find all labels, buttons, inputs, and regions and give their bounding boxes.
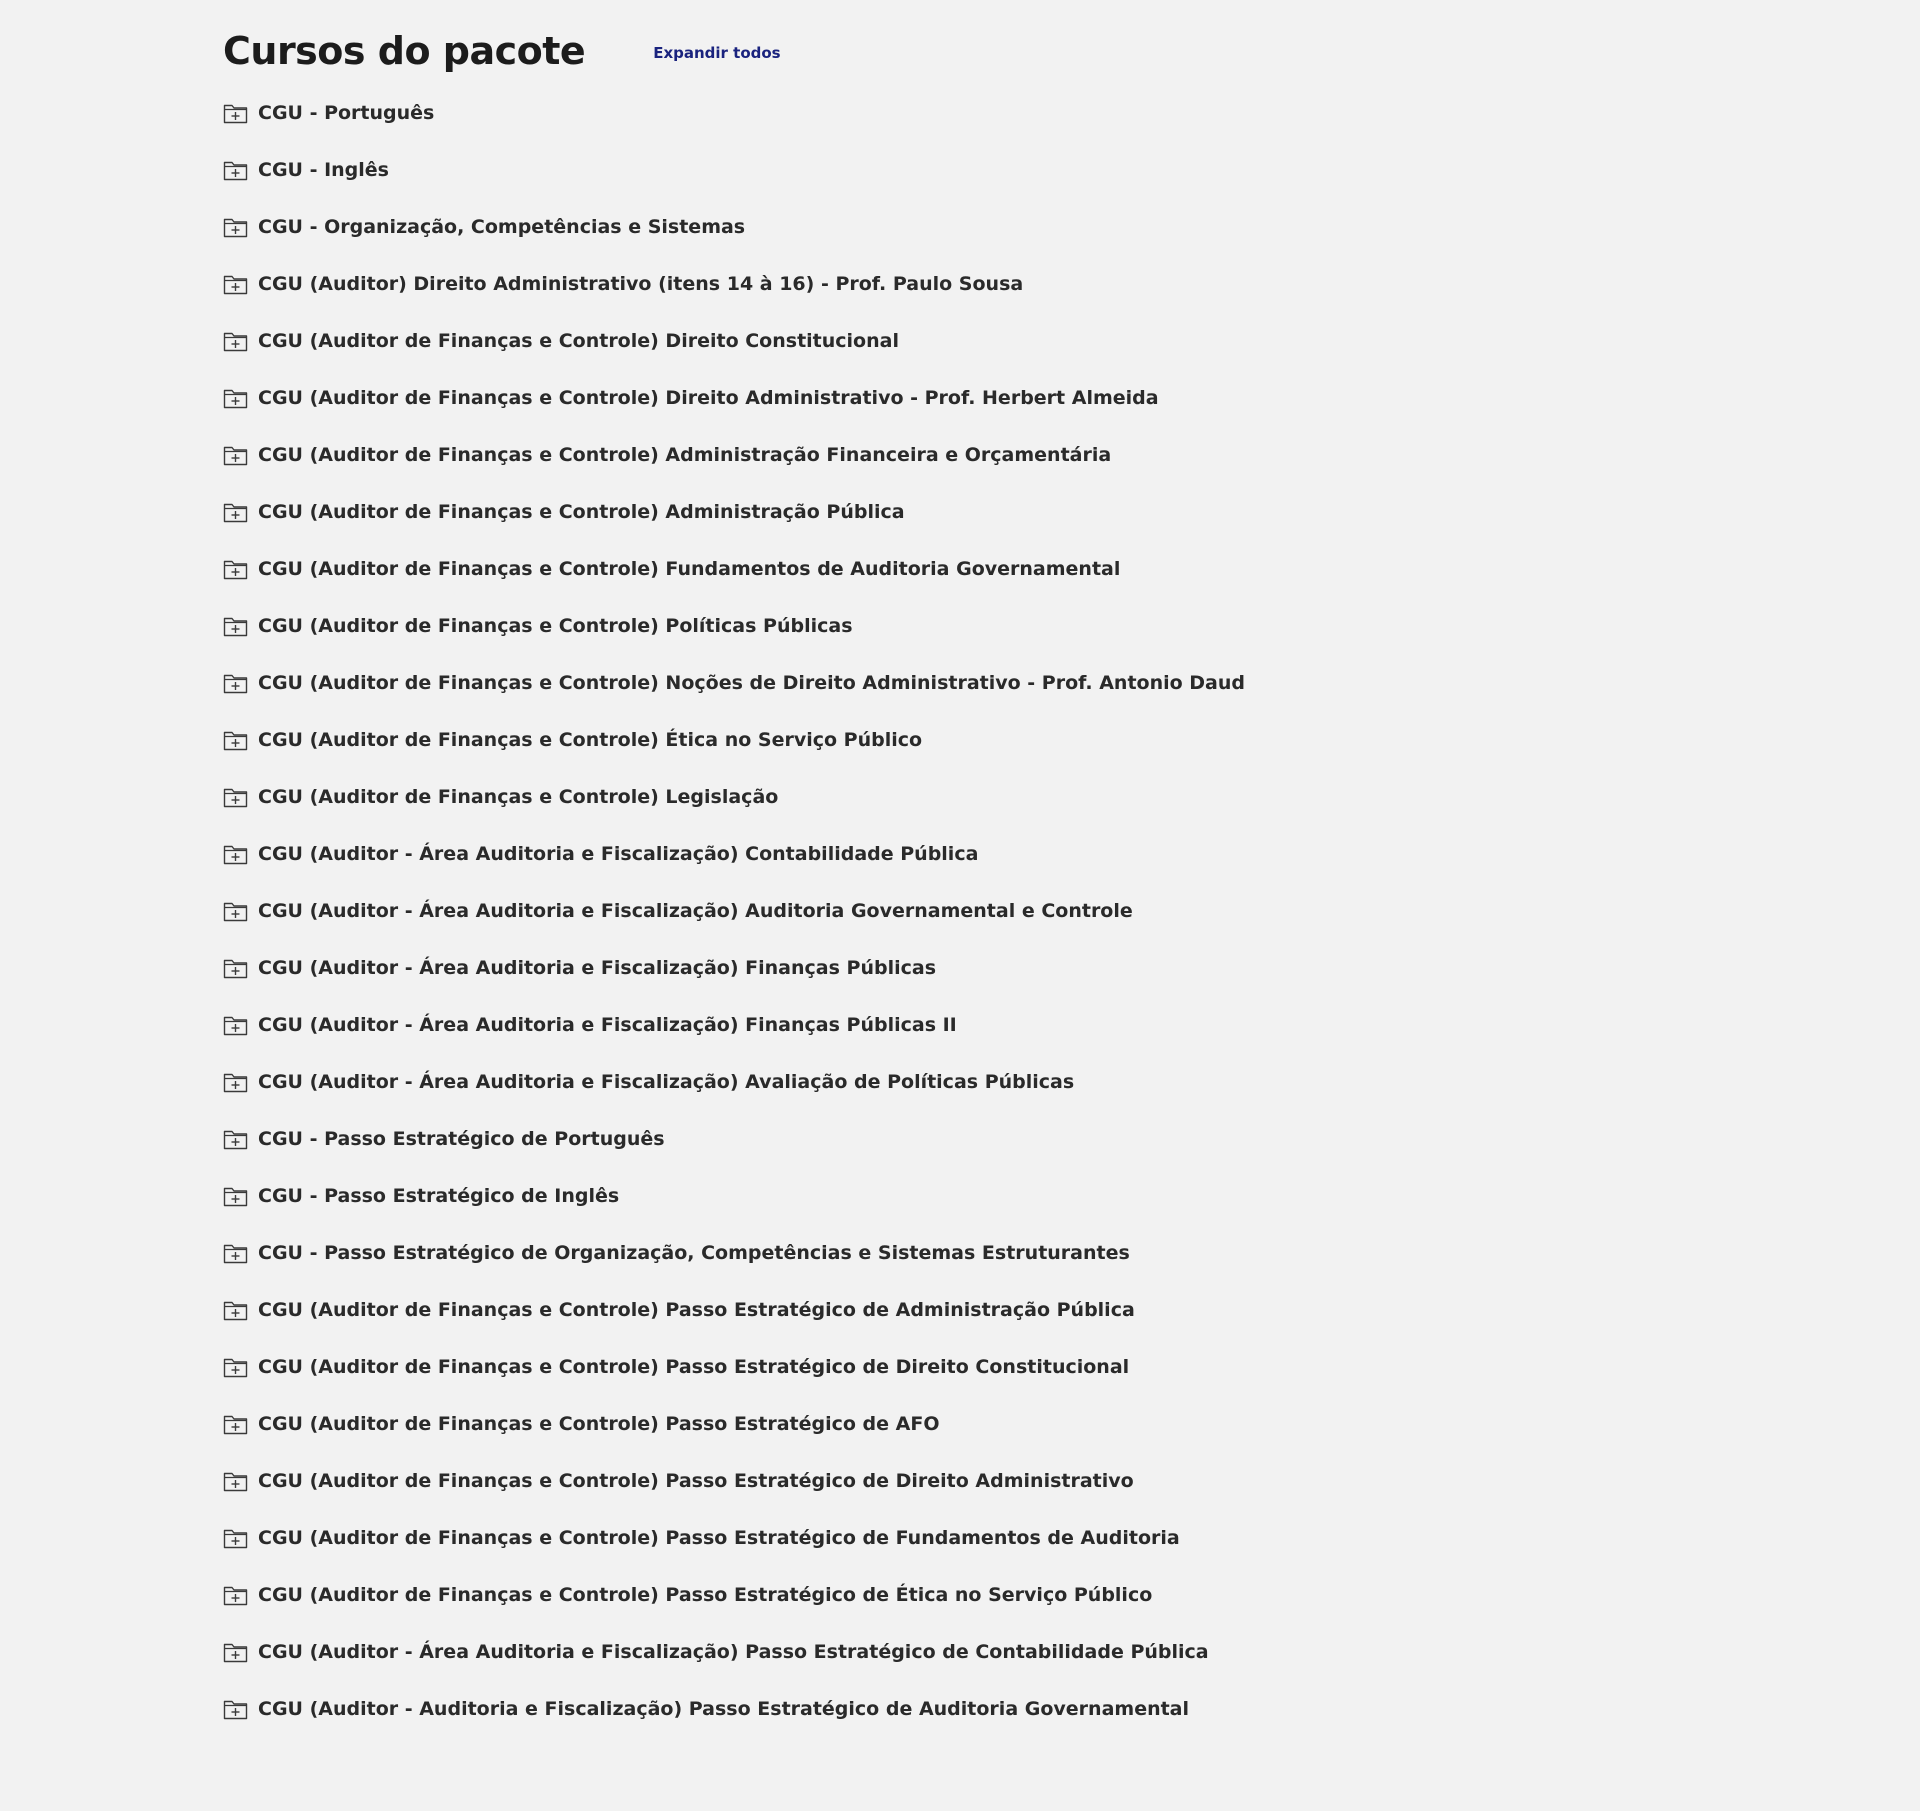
course-label: CGU - Passo Estratégico de Português xyxy=(258,1127,665,1150)
course-label: CGU (Auditor de Finanças e Controle) Passo Estratégico de Direito Constitucional xyxy=(258,1355,1130,1378)
course-item[interactable] xyxy=(223,1509,1920,1566)
course-item[interactable] xyxy=(223,369,1920,426)
course-item[interactable] xyxy=(223,1053,1920,1110)
folder-plus-icon[interactable] xyxy=(223,444,248,466)
folder-plus-icon[interactable] xyxy=(223,159,248,181)
folder-plus-icon[interactable] xyxy=(223,1584,248,1606)
course-item[interactable] xyxy=(223,597,1920,654)
course-label: CGU (Auditor - Área Auditoria e Fiscalização) Finanças Públicas xyxy=(258,956,936,979)
folder-plus-icon[interactable] xyxy=(223,1014,248,1036)
course-item[interactable] xyxy=(223,141,1920,198)
course-label: CGU - Passo Estratégico de Organização, Competências e Sistemas Estruturantes xyxy=(258,1241,1130,1264)
course-item[interactable] xyxy=(223,255,1920,312)
folder-plus-icon[interactable] xyxy=(223,501,248,523)
folder-plus-icon[interactable] xyxy=(223,843,248,865)
course-item[interactable] xyxy=(223,426,1920,483)
course-item[interactable] xyxy=(223,198,1920,255)
course-item[interactable] xyxy=(223,483,1920,540)
course-label: CGU (Auditor - Área Auditoria e Fiscalização) Avaliação de Políticas Públicas xyxy=(258,1070,1075,1093)
course-label: CGU (Auditor de Finanças e Controle) Fundamentos de Auditoria Governamental xyxy=(258,557,1121,580)
folder-plus-icon[interactable] xyxy=(223,1185,248,1207)
folder-plus-icon[interactable] xyxy=(223,1299,248,1321)
page-title: Cursos do pacote xyxy=(223,29,586,73)
course-label: CGU (Auditor de Finanças e Controle) Direito Constitucional xyxy=(258,329,899,352)
course-item[interactable] xyxy=(223,312,1920,369)
folder-plus-icon[interactable] xyxy=(223,729,248,751)
course-label: CGU (Auditor - Área Auditoria e Fiscalização) Passo Estratégico de Contabilidade Pública xyxy=(258,1640,1209,1663)
course-item[interactable] xyxy=(223,882,1920,939)
course-label: CGU (Auditor de Finanças e Controle) Passo Estratégico de AFO xyxy=(258,1412,940,1435)
course-label: CGU (Auditor de Finanças e Controle) Legislação xyxy=(258,785,779,808)
expand-all-link[interactable]: Expandir todos xyxy=(653,44,781,62)
folder-plus-icon[interactable] xyxy=(223,216,248,238)
course-item[interactable] xyxy=(223,1566,1920,1623)
folder-plus-icon[interactable] xyxy=(223,330,248,352)
folder-plus-icon[interactable] xyxy=(223,558,248,580)
folder-plus-icon[interactable] xyxy=(223,786,248,808)
section-header xyxy=(223,24,1920,78)
folder-plus-icon[interactable] xyxy=(223,102,248,124)
course-label: CGU (Auditor de Finanças e Controle) Passo Estratégico de Fundamentos de Auditoria xyxy=(258,1526,1180,1549)
course-item[interactable] xyxy=(223,996,1920,1053)
folder-plus-icon[interactable] xyxy=(223,615,248,637)
course-label: CGU (Auditor de Finanças e Controle) Noções de Direito Administrativo - Prof. Antonio Daud xyxy=(258,671,1246,694)
course-package-section xyxy=(223,24,1920,1737)
course-label: CGU (Auditor de Finanças e Controle) Passo Estratégico de Administração Pública xyxy=(258,1298,1135,1321)
course-label: CGU (Auditor de Finanças e Controle) Administração Financeira e Orçamentária xyxy=(258,443,1112,466)
folder-plus-icon[interactable] xyxy=(223,1698,248,1720)
course-label: CGU (Auditor de Finanças e Controle) Políticas Públicas xyxy=(258,614,853,637)
course-label: CGU (Auditor de Finanças e Controle) Administração Pública xyxy=(258,500,905,523)
course-item[interactable] xyxy=(223,1167,1920,1224)
folder-plus-icon[interactable] xyxy=(223,1641,248,1663)
folder-plus-icon[interactable] xyxy=(223,1128,248,1150)
course-item[interactable] xyxy=(223,768,1920,825)
course-label: CGU (Auditor de Finanças e Controle) Passo Estratégico de Ética no Serviço Público xyxy=(258,1583,1153,1606)
folder-plus-icon[interactable] xyxy=(223,1356,248,1378)
course-label: CGU (Auditor) Direito Administrativo (itens 14 à 16) - Prof. Paulo Sousa xyxy=(258,272,1024,295)
folder-plus-icon[interactable] xyxy=(223,1071,248,1093)
folder-plus-icon[interactable] xyxy=(223,1527,248,1549)
course-label: CGU (Auditor - Área Auditoria e Fiscalização) Finanças Públicas II xyxy=(258,1013,957,1036)
folder-plus-icon[interactable] xyxy=(223,957,248,979)
course-item[interactable] xyxy=(223,1395,1920,1452)
course-item[interactable] xyxy=(223,654,1920,711)
course-item[interactable] xyxy=(223,1224,1920,1281)
course-item[interactable] xyxy=(223,1338,1920,1395)
folder-plus-icon[interactable] xyxy=(223,672,248,694)
course-item[interactable] xyxy=(223,1452,1920,1509)
course-label: CGU - Inglês xyxy=(258,158,389,181)
folder-plus-icon[interactable] xyxy=(223,900,248,922)
course-label: CGU - Organização, Competências e Sistemas xyxy=(258,215,746,238)
course-item[interactable] xyxy=(223,1110,1920,1167)
course-list xyxy=(223,84,1920,1737)
folder-plus-icon[interactable] xyxy=(223,1242,248,1264)
course-item[interactable] xyxy=(223,540,1920,597)
course-item[interactable] xyxy=(223,1680,1920,1737)
course-label: CGU (Auditor - Área Auditoria e Fiscalização) Contabilidade Pública xyxy=(258,842,979,865)
course-label: CGU - Passo Estratégico de Inglês xyxy=(258,1184,620,1207)
course-label: CGU (Auditor - Auditoria e Fiscalização) Passo Estratégico de Auditoria Governamental xyxy=(258,1697,1190,1720)
course-item[interactable] xyxy=(223,939,1920,996)
folder-plus-icon[interactable] xyxy=(223,387,248,409)
folder-plus-icon[interactable] xyxy=(223,1413,248,1435)
course-label: CGU - Português xyxy=(258,101,435,124)
folder-plus-icon[interactable] xyxy=(223,273,248,295)
course-item[interactable] xyxy=(223,1281,1920,1338)
course-label: CGU (Auditor de Finanças e Controle) Passo Estratégico de Direito Administrativo xyxy=(258,1469,1134,1492)
course-item[interactable] xyxy=(223,1623,1920,1680)
folder-plus-icon[interactable] xyxy=(223,1470,248,1492)
course-label: CGU (Auditor de Finanças e Controle) Ética no Serviço Público xyxy=(258,728,923,751)
course-item[interactable] xyxy=(223,825,1920,882)
course-label: CGU (Auditor de Finanças e Controle) Direito Administrativo - Prof. Herbert Almeida xyxy=(258,386,1159,409)
course-label: CGU (Auditor - Área Auditoria e Fiscalização) Auditoria Governamental e Controle xyxy=(258,899,1133,922)
course-item[interactable] xyxy=(223,84,1920,141)
course-item[interactable] xyxy=(223,711,1920,768)
